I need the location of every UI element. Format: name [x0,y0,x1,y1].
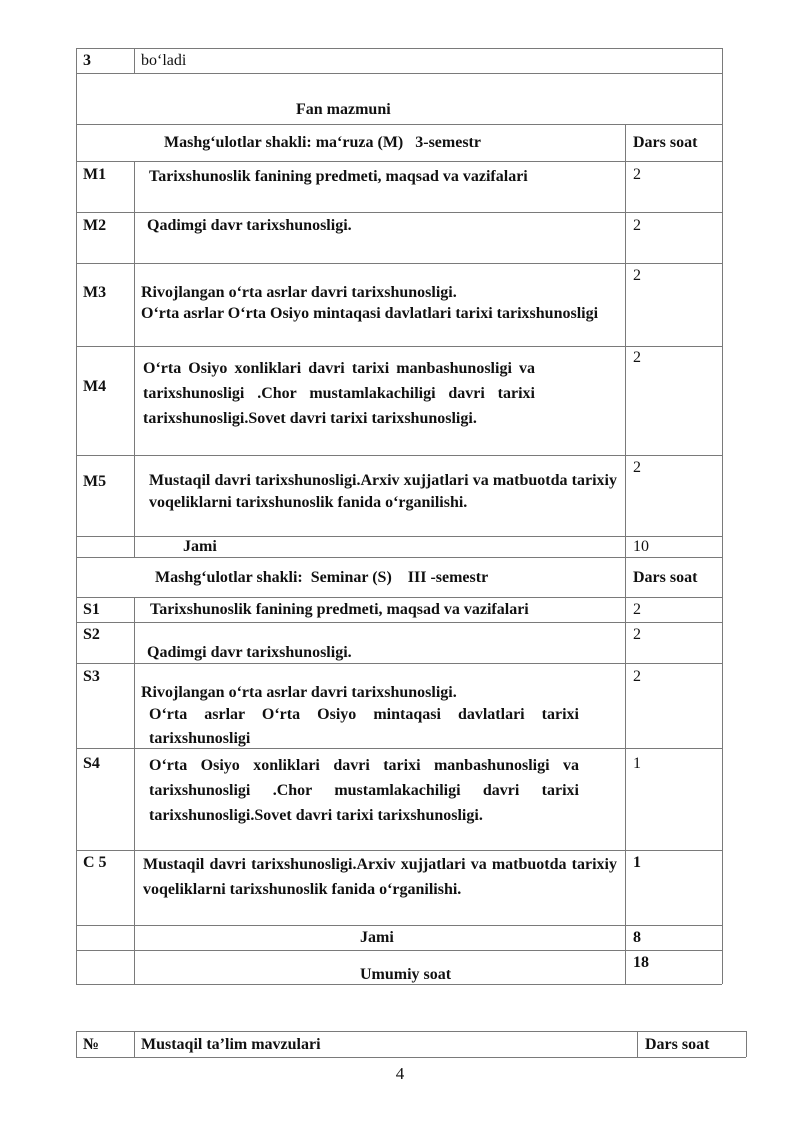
lecture-topic-line1: Rivojlangan o‘rta asrlar davri tarixshunosligi. [141,284,457,301]
seminar-code: S3 [83,668,100,685]
lecture-topic: Tarixshunoslik fanining predmeti, maqsad va vazifalari [149,168,528,185]
seminar-header: Mashg‘ulotlar shakli: Seminar (S) III -semestr [155,569,489,586]
lecture-code: M5 [83,473,107,490]
lecture-hours: 2 [633,459,641,476]
section-title: Fan mazmuni [296,101,391,118]
lecture-hours: 2 [633,349,641,366]
seminar-topic: O‘rta asrlar O‘rta Osiyo mintaqasi davlatlari tarixi tarixshunosligi [149,706,579,747]
seminar-code: S2 [83,626,100,643]
lecture-total-label: Jami [183,538,217,555]
seminar-hours: 1 [633,755,641,772]
lecture-hours-header: Dars soat [633,134,698,151]
seminar-code: C 5 [83,854,107,871]
seminar-code: S1 [83,601,100,618]
independent-num-header: № [83,1036,100,1053]
seminar-topic-line1: Rivojlangan o‘rta asrlar davri tarixshunosligi. [141,684,457,701]
lecture-topic: O‘rta Osiyo xonliklari davri tarixi manbashunosligi va tarixshunosligi .Chor mustamlakachiligi davri tarixi tarixshunosligi.Sovet davri tarixi tarixshunosligi. [143,360,535,427]
lecture-code: M3 [83,284,107,301]
seminar-hours: 2 [633,668,641,685]
lecture-topic: Mustaqil davri tarixshunosligi.Arxiv xujjatlari va matbuotda tarixiy voqeliklarni tarixshunoslik fanida o‘rganilishi. [149,472,617,511]
page-number: 4 [395,1064,405,1083]
overall-hours: 18 [633,954,649,971]
seminar-topic: Tarixshunoslik fanining predmeti, maqsad va vazifalari [150,601,529,618]
lecture-code: M1 [83,166,107,183]
lecture-code: M2 [83,217,107,234]
seminar-code: S4 [83,755,100,772]
seminar-topic: Qadimgi davr tarixshunosligi. [147,644,352,661]
overall-hours-label: Umumiy soat [360,966,452,983]
row-text: bo‘ladi [141,52,187,69]
seminar-total: 8 [633,929,641,946]
seminar-hours-header: Dars soat [633,569,698,586]
independent-topic-header: Mustaqil ta’lim mavzulari [141,1036,321,1053]
seminar-total-label: Jami [360,929,394,946]
lecture-hours: 2 [633,217,641,234]
lecture-header: Mashg‘ulotlar shakli: ma‘ruza (M) 3-semestr [164,134,481,151]
seminar-hours: 1 [633,854,641,871]
lecture-code: M4 [83,378,107,395]
seminar-hours: 2 [633,601,641,618]
independent-hours-header: Dars soat [645,1036,710,1053]
seminar-topic: Mustaqil davri tarixshunosligi.Arxiv xujjatlari va matbuotda tarixiy voqeliklarni tarixshunoslik fanida o‘rganilishi. [143,856,617,898]
row-number: 3 [83,52,91,69]
seminar-topic: O‘rta Osiyo xonliklari davri tarixi manbashunosligi va tarixshunosligi .Chor mustamlakachiligi davri tarixi tarixshunosligi.Sovet davri tarixi tarixshunosligi. [149,757,579,824]
lecture-hours: 2 [633,166,641,183]
lecture-total: 10 [633,538,649,555]
lecture-topic: O‘rta asrlar O‘rta Osiyo mintaqasi davlatlari tarixi tarixshunosligi [141,305,599,322]
lecture-topic: Qadimgi davr tarixshunosligi. [147,217,352,234]
seminar-hours: 2 [633,626,641,643]
lecture-hours: 2 [633,267,641,284]
